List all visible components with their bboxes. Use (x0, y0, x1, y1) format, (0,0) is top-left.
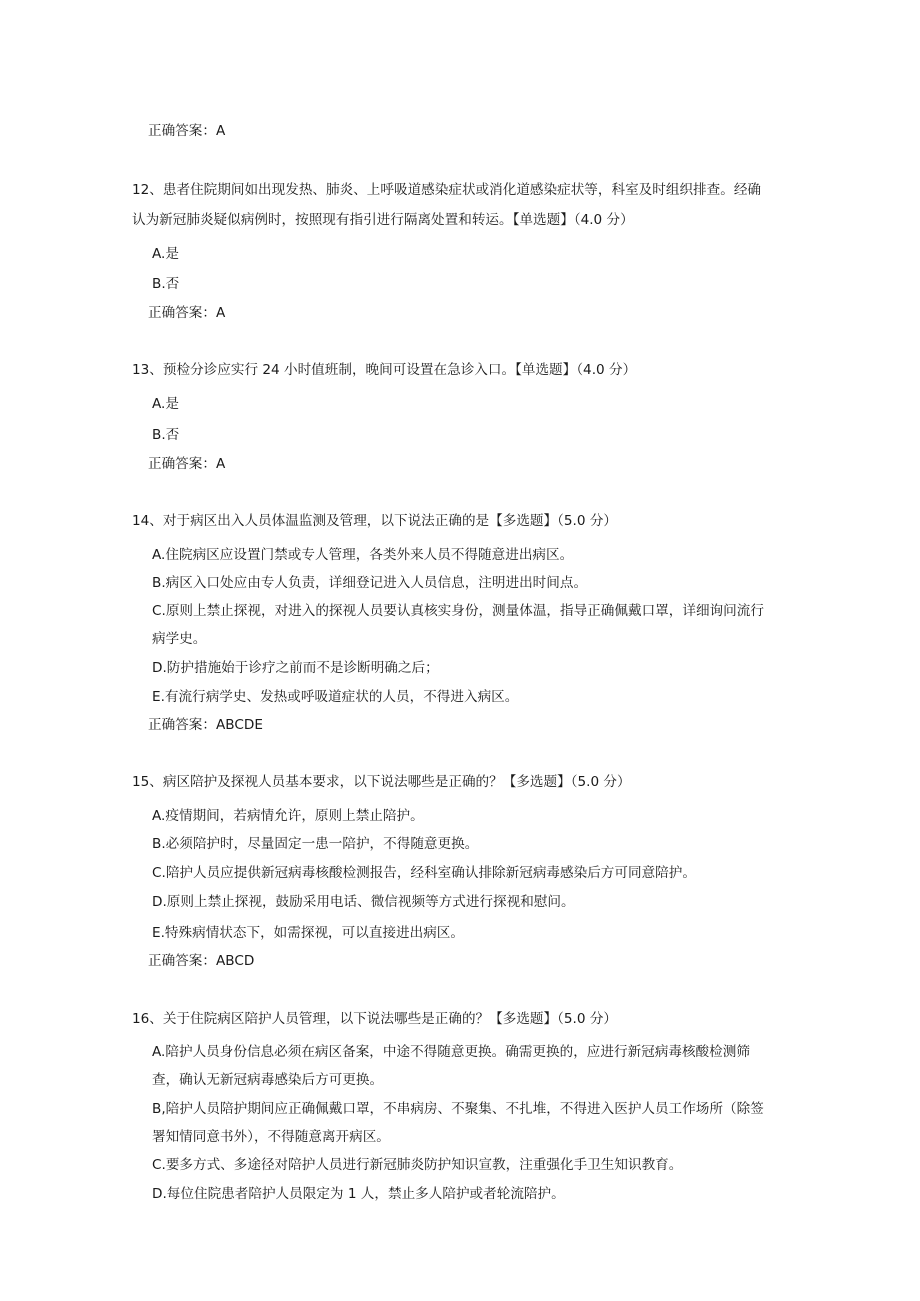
option-a-cont: 查，确认无新冠病毒感染后方可更换。 (152, 1072, 384, 1088)
option-c: C.原则上禁止探视，对进入的探视人员要认真核实身份，测量体温，指导正确佩戴口罩，详细询问流行 (152, 603, 764, 619)
option-c-cont: 病学史。 (152, 631, 207, 647)
question-title-cont: 认为新冠肺炎疑似病例时，按照现有指引进行隔离处置和转运。【单选题】（4.0 分） (132, 212, 634, 228)
option-a: A.是 (152, 246, 179, 262)
correct-answer: 正确答案：A (148, 456, 226, 472)
option-c: C.要多方式、多途径对陪护人员进行新冠肺炎防护知识宣教，注重强化手卫生知识教育。 (152, 1157, 683, 1173)
correct-answer: 正确答案：ABCDE (148, 717, 263, 733)
option-b: B.否 (152, 427, 180, 443)
option-d: D.原则上禁止探视，鼓励采用电话、微信视频等方式进行探视和慰问。 (152, 894, 575, 910)
answer-prev: 正确答案：A (148, 123, 226, 139)
option-e: E.特殊病情状态下，如需探视，可以直接进出病区。 (152, 925, 464, 941)
question-title: 14、对于病区出入人员体温监测及管理，以下说法正确的是【多选题】（5.0 分） (132, 513, 618, 529)
correct-answer: 正确答案：ABCD (148, 953, 255, 969)
option-a: A.是 (152, 396, 179, 412)
option-d: D.每位住院患者陪护人员限定为 1 人，禁止多人陪护或者轮流陪护。 (152, 1186, 565, 1202)
option-a: A.疫情期间，若病情允许，原则上禁止陪护。 (152, 808, 424, 824)
option-b: B,陪护人员陪护期间应正确佩戴口罩，不串病房、不聚集、不扎堆，不得进入医护人员工作场所（除签 (152, 1101, 764, 1117)
option-a: A.住院病区应设置门禁或专人管理，各类外来人员不得随意进出病区。 (152, 547, 574, 563)
option-e: E.有流行病学史、发热或呼吸道症状的人员，不得进入病区。 (152, 689, 519, 705)
option-b: B.病区入口处应由专人负责，详细登记进入人员信息，注明进出时间点。 (152, 575, 588, 591)
option-d: D.防护措施始于诊疗之前而不是诊断明确之后； (152, 660, 439, 676)
option-b: B.必须陪护时，尽量固定一患一陪护，不得随意更换。 (152, 836, 479, 852)
option-a: A.陪护人员身份信息必须在病区备案，中途不得随意更换。确需更换的，应进行新冠病毒核酸检测筛 (152, 1044, 750, 1060)
question-title: 16、关于住院病区陪护人员管理，以下说法哪些是正确的？【多选题】（5.0 分） (132, 1011, 618, 1027)
option-b: B.否 (152, 276, 180, 292)
question-title: 12、患者住院期间如出现发热、肺炎、上呼吸道感染症状或消化道感染症状等，科室及时组织排查。经确 (132, 182, 762, 198)
correct-answer: 正确答案：A (148, 305, 226, 321)
question-title: 15、病区陪护及探视人员基本要求，以下说法哪些是正确的？【多选题】（5.0 分） (132, 774, 631, 790)
option-b-cont: 署知情同意书外），不得随意离开病区。 (152, 1129, 390, 1145)
question-title: 13、预检分诊应实行 24 小时值班制，晚间可设置在急诊入口。【单选题】（4.0 分） (132, 362, 637, 378)
option-c: C.陪护人员应提供新冠病毒核酸检测报告，经科室确认排除新冠病毒感染后方可同意陪护。 (152, 865, 696, 881)
